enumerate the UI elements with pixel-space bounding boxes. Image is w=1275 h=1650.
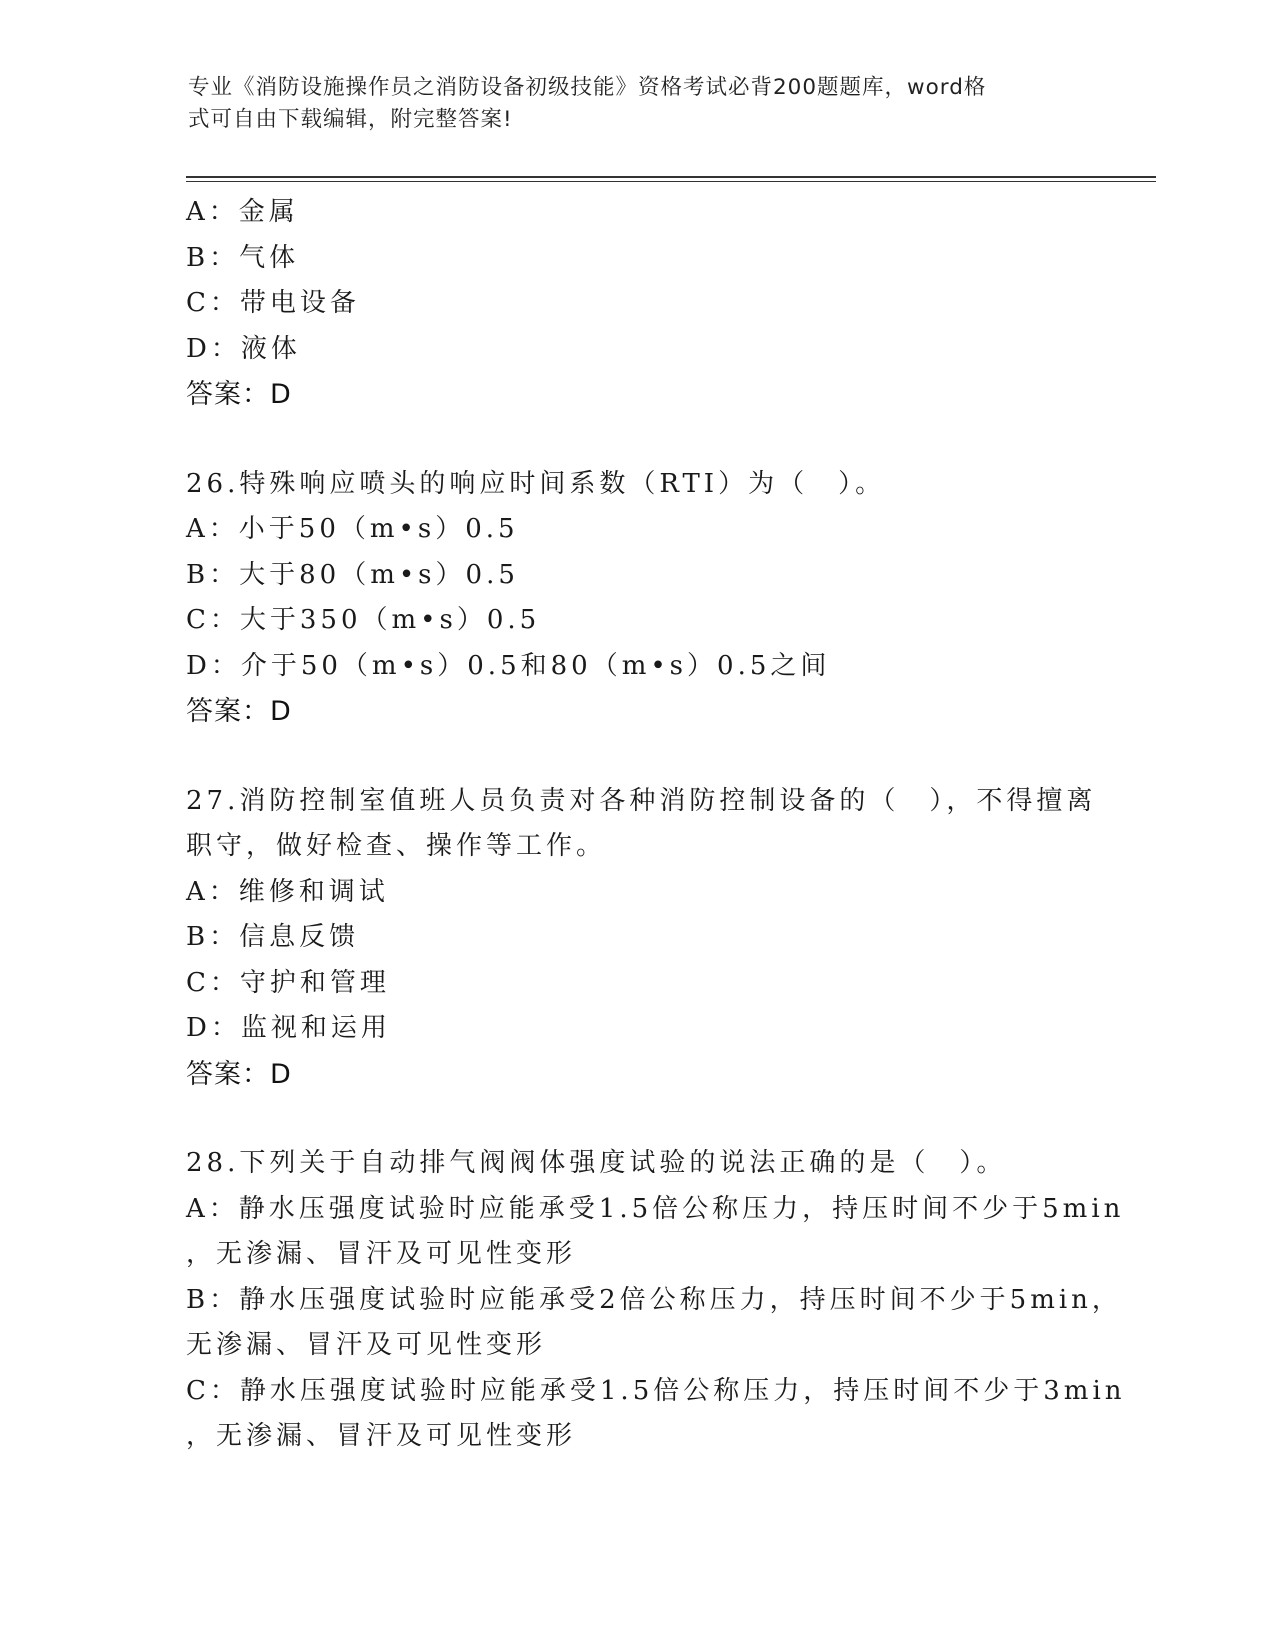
question-gap xyxy=(186,735,1086,779)
option-d: D：介于50（m•s）0.5和80（m•s）0.5之间 xyxy=(186,650,831,681)
option-b-line-1: B：静水压强度试验时应能承受2倍公称压力，持压时间不少于5min， xyxy=(186,1284,1122,1315)
header-title-line-1: 专业《消防设施操作员之消防设备初级技能》资格考试必背200题题库，word格 xyxy=(188,75,987,100)
question-26 xyxy=(186,462,1086,735)
option-a: A：金属 xyxy=(186,197,299,227)
option-c: C：带电设备 xyxy=(186,288,360,318)
header-divider-thin xyxy=(186,181,1156,182)
option-c: C：大于350（m•s）0.5 xyxy=(186,605,541,635)
option-c-line-2: ，无渗漏、冒汗及可见性变形 xyxy=(186,1421,577,1451)
option-c: C：守护和管理 xyxy=(186,967,390,998)
question-gap xyxy=(186,1097,1086,1141)
option-d: D：监视和运用 xyxy=(186,1013,391,1043)
question-25 xyxy=(186,190,1086,418)
answer-label: 答案：D xyxy=(186,1058,292,1090)
header-divider-thick xyxy=(186,176,1156,178)
option-d: D：液体 xyxy=(186,333,301,364)
document-header xyxy=(188,72,1068,136)
header-title-line-2: 式可自由下载编辑，附完整答案! xyxy=(188,107,513,132)
question-stem: 26.特殊响应喷头的响应时间系数（RTI）为（ ）。 xyxy=(186,468,886,499)
question-list xyxy=(186,190,1126,1460)
option-a: A：小于50（m•s）0.5 xyxy=(186,514,519,544)
question-gap xyxy=(186,418,1086,462)
question-stem: 28.下列关于自动排气阀阀体强度试验的说法正确的是（ ）。 xyxy=(186,1148,1007,1178)
question-28 xyxy=(186,1141,1126,1460)
option-a-line-2: ，无渗漏、冒汗及可见性变形 xyxy=(186,1239,577,1269)
question-27 xyxy=(186,779,1097,1098)
option-b: B：信息反馈 xyxy=(186,922,360,952)
question-stem-line-1: 27.消防控制室值班人员负责对各种消防控制设备的（ ），不得擅离 xyxy=(186,785,1097,816)
option-a: A：维修和调试 xyxy=(186,876,389,907)
answer-label: 答案：D xyxy=(186,379,292,410)
option-b-line-2: 无渗漏、冒汗及可见性变形 xyxy=(186,1330,547,1360)
question-stem-line-2: 职守，做好检查、操作等工作。 xyxy=(186,831,607,861)
answer-label: 答案：D xyxy=(186,696,292,727)
option-a-line-1: A：静水压强度试验时应能承受1.5倍公称压力，持压时间不少于5min xyxy=(186,1193,1125,1224)
option-c-line-1: C：静水压强度试验时应能承受1.5倍公称压力，持压时间不少于3min xyxy=(186,1375,1126,1406)
option-b: B：气体 xyxy=(186,242,300,273)
option-b: B：大于80（m•s）0.5 xyxy=(186,559,519,590)
